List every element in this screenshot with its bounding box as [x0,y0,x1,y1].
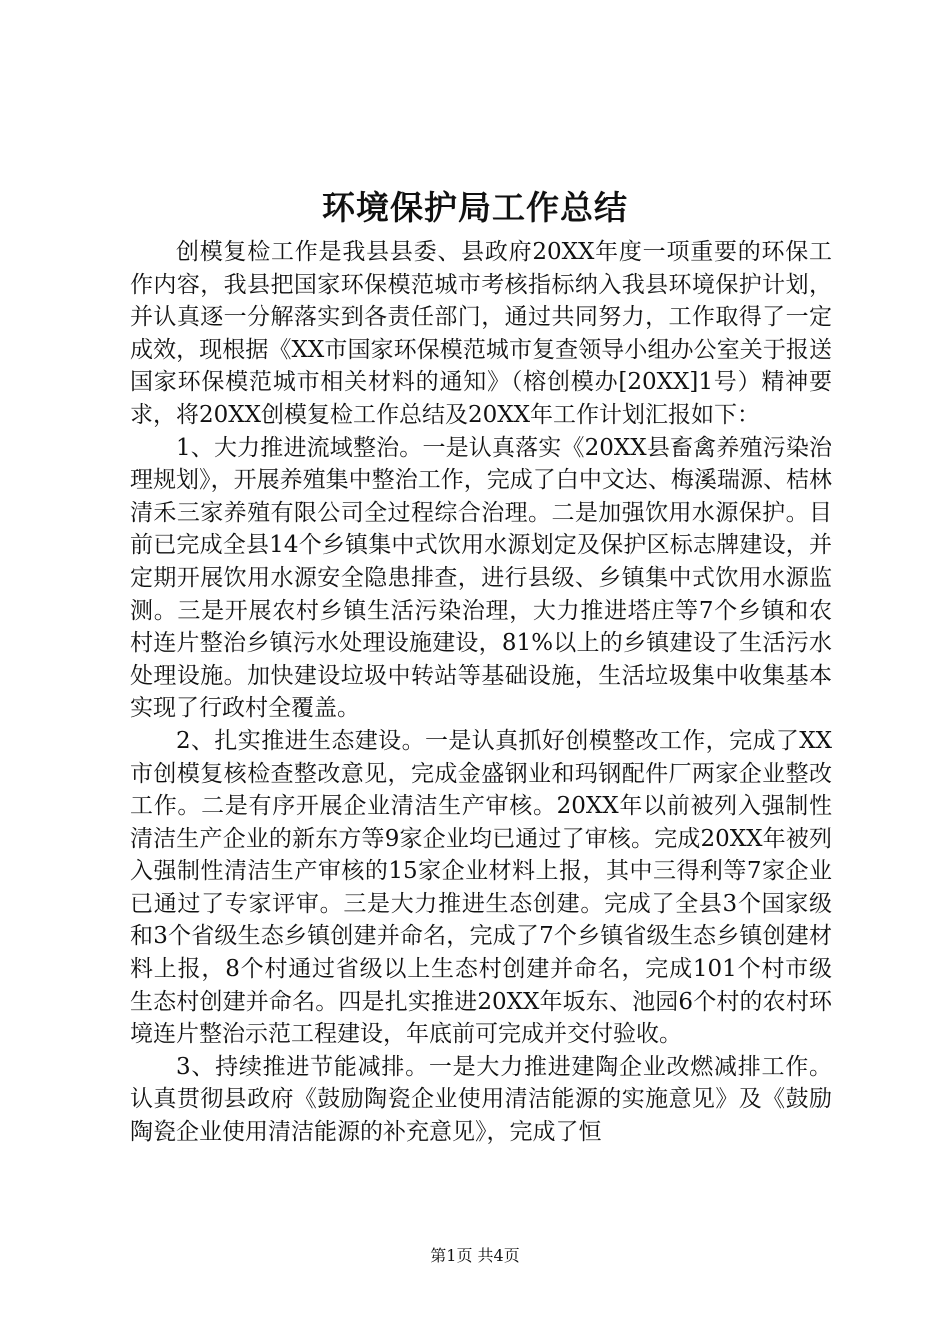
section-3-paragraph: 3、持续推进节能减排。一是大力推进建陶企业改燃减排工作。认真贯彻县政府《鼓励陶瓷企业使用清洁能源的实施意见》及《鼓励陶瓷企业使用清洁能源的补充意见》，完成了恒 [130,1053,832,1146]
section-2-paragraph: 2、扎实推进生态建设。一是认真抓好创模整改工作，完成了XX市创模复核检查整改意见，完成金盛钢业和玛钢配件厂两家企业整改工作。二是有序开展企业清洁生产审核。20XX年以前被列入强制性清洁生产企业的新东方等9家企业均已通过了审核。完成20XX年被列入强制性清洁生产审核的15家企业材料上报，其中三得利等7家企业已通过了专家评审。三是大力推进生态创建。完成了全县3个国家级和3个省级生态乡镇创建并命名，完成了7个乡镇省级生态乡镇创建材料上报，8个村通过省级以上生态村创建并命名，完成101个村市级生态村创建并命名。四是扎实推进20XX年坂东、池园6个村的农村环境连片整治示范工程建设，年底前可完成并交付验收。 [130,727,832,1048]
section-1-paragraph: 1、大力推进流域整治。一是认真落实《20XX县畜禽养殖污染治理规划》，开展养殖集中整治工作，完成了白中文达、梅溪瑞源、桔林清禾三家养殖有限公司全过程综合治理。二是加强饮用水源保护。目前已完成全县14个乡镇集中式饮用水源划定及保护区标志牌建设，并定期开展饮用水源安全隐患排查，进行县级、乡镇集中式饮用水源监测。三是开展农村乡镇生活污染治理，大力推进塔庄等7个乡镇和农村连片整治乡镇污水处理设施建设，81%以上的乡镇建设了生活污水处理设施。加快建设垃圾中转站等基础设施，生活垃圾集中收集基本实现了行政村全覆盖。 [130,434,832,722]
page-footer: 第1页 共4页 [430,1246,520,1265]
document-body [130,236,832,1149]
document-title: 环境保护局工作总结 [322,188,628,227]
intro-paragraph: 创模复检工作是我县县委、县政府20XX年度一项重要的环保工作内容，我县把国家环保模范城市考核指标纳入我县环境保护计划，并认真逐一分解落实到各责任部门，通过共同努力，工作取得了一定成效，现根据《XX市国家环保模范城市复查领导小组办公室关于报送国家环保模范城市相关材料的通知》（榕创模办[20XX]1号）精神要求，将20XX创模复检工作总结及20XX年工作计划汇报如下： [130,239,832,428]
